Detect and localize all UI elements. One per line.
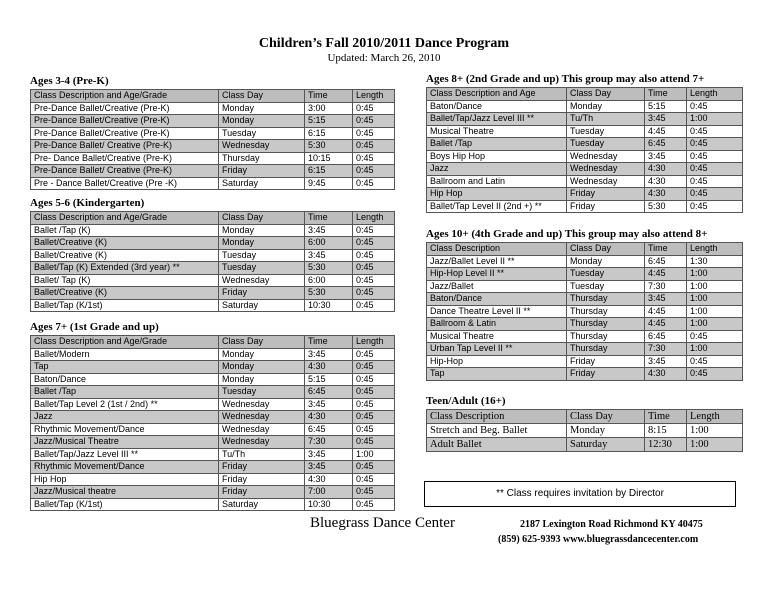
table-cell: Friday	[219, 486, 305, 499]
table-row	[427, 293, 743, 306]
table-cell: Thursday	[567, 330, 645, 343]
table-cell: 5:30	[305, 140, 353, 153]
table-cell: Thursday	[567, 318, 645, 331]
table-cell: Pre-Dance Ballet/ Creative (Pre-K)	[31, 140, 219, 153]
table-row	[31, 373, 395, 386]
table-cell: 3:45	[645, 113, 687, 126]
table-header-row	[31, 90, 395, 103]
table-row	[427, 355, 743, 368]
table-cell: Monday	[219, 102, 305, 115]
table-cell: Friday	[567, 200, 645, 213]
section-title: Teen/Adult (16+)	[426, 395, 506, 407]
table-cell: 4:45	[645, 268, 687, 281]
column-header: Class Day	[219, 212, 305, 225]
table-cell: Pre-Dance Ballet/Creative (Pre-K)	[31, 115, 219, 128]
table-cell: Hip-Hop	[427, 355, 567, 368]
column-header: Class Description and Age/Grade	[31, 90, 219, 103]
table-cell: 1:00	[353, 448, 395, 461]
table-row	[427, 113, 743, 126]
table-header-row	[427, 410, 743, 424]
table-cell: 4:45	[645, 305, 687, 318]
table-cell: Ballet/ Tap (K)	[31, 274, 219, 287]
table-cell: Pre- Dance Ballet/Creative (Pre-K)	[31, 152, 219, 165]
table-cell: Ballet /Tap (K)	[31, 224, 219, 237]
table-cell: 4:45	[645, 125, 687, 138]
table-cell: 3:45	[305, 461, 353, 474]
table-row	[427, 138, 743, 151]
table-cell: 0:45	[353, 274, 395, 287]
center-name: Bluegrass Dance Center	[310, 515, 455, 531]
table-cell: Friday	[219, 287, 305, 300]
table-cell: 1:00	[687, 268, 743, 281]
column-header: Class Day	[219, 90, 305, 103]
table-cell: 0:45	[353, 287, 395, 300]
table-cell: Saturday	[567, 438, 645, 452]
table-cell: Monday	[219, 361, 305, 374]
table-cell: 0:45	[687, 150, 743, 163]
column-header: Class Description and Age/Grade	[31, 336, 219, 349]
table-cell: 0:45	[353, 152, 395, 165]
table-row	[31, 140, 395, 153]
column-header: Class Description	[427, 243, 567, 256]
table-cell: 4:30	[305, 411, 353, 424]
table-cell: 6:15	[305, 127, 353, 140]
table-row	[31, 386, 395, 399]
column-header: Class Description and Age/Grade	[31, 212, 219, 225]
table-cell: 0:45	[687, 368, 743, 381]
column-header: Length	[353, 90, 395, 103]
table-cell: Tuesday	[567, 138, 645, 151]
table-row	[31, 299, 395, 312]
table-cell: Thursday	[567, 305, 645, 318]
table-cell: Boys Hip Hop	[427, 150, 567, 163]
table-row	[31, 224, 395, 237]
table-row	[31, 411, 395, 424]
table-cell: Musical Theatre	[427, 125, 567, 138]
table-row	[31, 461, 395, 474]
table-cell: Jazz/Musical theatre	[31, 486, 219, 499]
table-cell: Monday	[567, 255, 645, 268]
table-cell: 0:45	[687, 163, 743, 176]
table-cell: Jazz	[427, 163, 567, 176]
table-cell: Tuesday	[219, 249, 305, 262]
table-cell: 0:45	[353, 386, 395, 399]
table-cell: Ballet /Tap	[427, 138, 567, 151]
table-cell: Ballroom and Latin	[427, 175, 567, 188]
table-cell: 0:45	[353, 262, 395, 275]
table-cell: Pre-Dance Ballet/Creative (Pre-K)	[31, 127, 219, 140]
table-cell: Friday	[219, 473, 305, 486]
column-header: Time	[305, 90, 353, 103]
table-cell: 4:30	[645, 163, 687, 176]
table-cell: Jazz	[31, 411, 219, 424]
table-cell: 5:30	[305, 287, 353, 300]
table-cell: 5:15	[645, 100, 687, 113]
table-cell: Wednesday	[219, 140, 305, 153]
table-cell: 3:45	[645, 355, 687, 368]
table-cell: Ballet/Creative (K)	[31, 249, 219, 262]
table-row	[31, 177, 395, 190]
table-row	[427, 175, 743, 188]
table-cell: Jazz/Ballet	[427, 280, 567, 293]
table-cell: Dance Theatre Level II **	[427, 305, 567, 318]
table-cell: Ballroom & Latin	[427, 318, 567, 331]
table-cell: 6:45	[305, 423, 353, 436]
table-cell: 6:00	[305, 237, 353, 250]
table-cell: Wednesday	[219, 398, 305, 411]
table-row	[31, 498, 395, 511]
table-cell: 0:45	[687, 188, 743, 201]
table-cell: Tuesday	[219, 262, 305, 275]
column-header: Time	[645, 88, 687, 101]
table-cell: 7:00	[305, 486, 353, 499]
table-cell: Friday	[219, 165, 305, 178]
table-row	[31, 448, 395, 461]
schedule-table	[426, 87, 743, 213]
column-header: Length	[687, 88, 743, 101]
table-cell: Tuesday	[567, 125, 645, 138]
page-title: Children’s Fall 2010/2011 Dance Program	[258, 36, 510, 51]
table-cell: Stretch and Beg. Ballet	[427, 424, 567, 438]
table-row	[427, 268, 743, 281]
table-row	[427, 368, 743, 381]
table-row	[31, 423, 395, 436]
table-cell: Jazz/Musical Theatre	[31, 436, 219, 449]
table-cell: 0:45	[353, 102, 395, 115]
table-cell: Ballet/Tap Level II (2nd +) **	[427, 200, 567, 213]
table-cell: 8:15	[645, 424, 687, 438]
table-row	[31, 287, 395, 300]
column-header: Class Day	[567, 88, 645, 101]
table-row	[427, 100, 743, 113]
table-cell: 6:45	[645, 138, 687, 151]
section-ages-7	[30, 320, 395, 511]
table-cell: 0:45	[353, 461, 395, 474]
section-ages-8	[426, 72, 743, 213]
table-cell: Ballet/Modern	[31, 348, 219, 361]
column-header: Class Day	[567, 410, 645, 424]
table-cell: 0:45	[353, 115, 395, 128]
table-cell: 10:15	[305, 152, 353, 165]
table-row	[31, 152, 395, 165]
column-header: Class Day	[219, 336, 305, 349]
table-cell: 0:45	[353, 140, 395, 153]
table-row	[31, 274, 395, 287]
table-cell: Ballet/Tap (K) Extended (3rd year) **	[31, 262, 219, 275]
table-cell: 5:30	[305, 262, 353, 275]
table-cell: 0:45	[353, 398, 395, 411]
table-cell: 0:45	[353, 473, 395, 486]
table-cell: Pre-Dance Ballet/Creative (Pre-K)	[31, 102, 219, 115]
table-cell: 6:45	[645, 255, 687, 268]
table-cell: Tuesday	[219, 386, 305, 399]
table-cell: 4:30	[645, 368, 687, 381]
column-header: Length	[687, 243, 743, 256]
schedule-table	[30, 211, 395, 312]
table-row	[427, 200, 743, 213]
table-cell: 0:45	[353, 224, 395, 237]
table-row	[31, 348, 395, 361]
table-cell: Wednesday	[219, 411, 305, 424]
section-title: Ages 7+ (1st Grade and up)	[30, 321, 159, 333]
table-cell: Monday	[219, 348, 305, 361]
table-cell: 0:45	[353, 486, 395, 499]
schedule-table	[426, 409, 743, 452]
table-cell: Monday	[567, 424, 645, 438]
table-cell: Ballet/Tap (K/1st)	[31, 299, 219, 312]
column-header: Time	[645, 243, 687, 256]
table-cell: Wednesday	[219, 423, 305, 436]
table-cell: 1:00	[687, 318, 743, 331]
table-cell: 1:00	[687, 343, 743, 356]
section-title: Ages 10+ (4th Grade and up) This group may also attend 8+	[426, 228, 708, 240]
table-cell: Baton/Dance	[31, 373, 219, 386]
table-row	[31, 102, 395, 115]
table-cell: Monday	[567, 100, 645, 113]
table-cell: Saturday	[219, 299, 305, 312]
table-cell: 0:45	[687, 138, 743, 151]
column-header: Time	[305, 336, 353, 349]
table-row	[31, 115, 395, 128]
table-cell: 6:45	[305, 386, 353, 399]
table-cell: 0:45	[353, 361, 395, 374]
table-cell: 3:00	[305, 102, 353, 115]
table-cell: 0:45	[687, 200, 743, 213]
table-row	[427, 163, 743, 176]
section-title: Ages 3-4 (Pre-K)	[30, 75, 109, 87]
table-cell: Tuesday	[567, 280, 645, 293]
table-cell: Musical Theatre	[427, 330, 567, 343]
table-cell: Hip Hop	[31, 473, 219, 486]
table-row	[427, 305, 743, 318]
table-cell: Friday	[219, 461, 305, 474]
table-row	[427, 150, 743, 163]
table-cell: Ballet/Tap/Jazz Level III **	[427, 113, 567, 126]
table-cell: Ballet/Creative (K)	[31, 287, 219, 300]
table-cell: Ballet/Tap Level 2 (1st / 2nd) **	[31, 398, 219, 411]
section-kindergarten	[30, 196, 395, 312]
table-cell: 0:45	[353, 498, 395, 511]
table-cell: 0:45	[687, 125, 743, 138]
table-cell: 6:15	[305, 165, 353, 178]
table-cell: 1:00	[687, 438, 743, 452]
table-row	[427, 318, 743, 331]
column-header: Class Description and Age	[427, 88, 567, 101]
table-row	[427, 330, 743, 343]
table-row	[31, 436, 395, 449]
table-cell: 4:30	[305, 473, 353, 486]
table-cell: Thursday	[567, 343, 645, 356]
table-cell: Wednesday	[567, 150, 645, 163]
table-row	[427, 424, 743, 438]
section-pre-k	[30, 74, 395, 190]
column-header: Class Day	[567, 243, 645, 256]
table-row	[31, 127, 395, 140]
table-cell: Friday	[567, 368, 645, 381]
table-cell: 0:45	[687, 330, 743, 343]
table-cell: 1:30	[687, 255, 743, 268]
table-cell: 0:45	[353, 436, 395, 449]
center-phone-website: (859) 625-9393 www.bluegrassdancecenter.com	[498, 534, 699, 545]
table-cell: Ballet/Creative (K)	[31, 237, 219, 250]
table-cell: 6:00	[305, 274, 353, 287]
table-cell: 0:45	[353, 423, 395, 436]
table-cell: Baton/Dance	[427, 100, 567, 113]
table-row	[427, 280, 743, 293]
schedule-table	[426, 242, 743, 381]
schedule-table	[30, 335, 395, 511]
table-row	[427, 343, 743, 356]
table-cell: Monday	[219, 373, 305, 386]
column-header: Length	[353, 336, 395, 349]
center-address: 2187 Lexington Road Richmond KY 40475	[520, 519, 703, 530]
table-cell: 0:45	[353, 411, 395, 424]
table-cell: 0:45	[353, 299, 395, 312]
table-cell: Wednesday	[567, 163, 645, 176]
table-cell: Tap	[31, 361, 219, 374]
table-cell: Ballet /Tap	[31, 386, 219, 399]
table-cell: 0:45	[353, 127, 395, 140]
table-row	[31, 165, 395, 178]
table-cell: Tuesday	[567, 268, 645, 281]
table-cell: 10:30	[305, 498, 353, 511]
table-cell: 0:45	[353, 165, 395, 178]
table-cell: 0:45	[353, 348, 395, 361]
table-cell: Ballet/Tap/Jazz Level III **	[31, 448, 219, 461]
table-cell: Urban Tap Level II **	[427, 343, 567, 356]
column-header: Length	[687, 410, 743, 424]
table-cell: Tap	[427, 368, 567, 381]
table-cell: 1:00	[687, 293, 743, 306]
table-header-row	[427, 243, 743, 256]
table-cell: 0:45	[687, 355, 743, 368]
table-cell: Rhythmic Movement/Dance	[31, 423, 219, 436]
table-cell: Thursday	[219, 152, 305, 165]
table-cell: 3:45	[305, 348, 353, 361]
table-cell: Saturday	[219, 177, 305, 190]
table-row	[427, 125, 743, 138]
table-cell: 4:30	[305, 361, 353, 374]
table-row	[31, 262, 395, 275]
table-cell: 5:30	[645, 200, 687, 213]
table-cell: Monday	[219, 224, 305, 237]
table-row	[31, 249, 395, 262]
table-header-row	[31, 336, 395, 349]
updated-date: Updated: March 26, 2010	[327, 52, 441, 64]
table-cell: 4:30	[645, 175, 687, 188]
section-teen-adult	[426, 394, 743, 452]
table-row	[427, 255, 743, 268]
table-row	[427, 438, 743, 452]
table-cell: 3:45	[645, 293, 687, 306]
table-cell: Baton/Dance	[427, 293, 567, 306]
table-cell: Pre-Dance Ballet/ Creative (Pre-K)	[31, 165, 219, 178]
table-cell: Rhythmic Movement/Dance	[31, 461, 219, 474]
table-cell: Tu/Th	[219, 448, 305, 461]
table-cell: 3:45	[305, 398, 353, 411]
table-cell: 12:30	[645, 438, 687, 452]
table-cell: Monday	[219, 237, 305, 250]
table-cell: Ballet/Tap (K/1st)	[31, 498, 219, 511]
table-header-row	[31, 212, 395, 225]
table-cell: 1:00	[687, 424, 743, 438]
table-cell: 0:45	[353, 249, 395, 262]
column-header: Time	[305, 212, 353, 225]
table-cell: Wednesday	[219, 274, 305, 287]
table-cell: Monday	[219, 115, 305, 128]
table-row	[31, 361, 395, 374]
table-cell: 3:45	[305, 249, 353, 262]
column-header: Class Description	[427, 410, 567, 424]
table-cell: Thursday	[567, 293, 645, 306]
table-row	[31, 398, 395, 411]
section-ages-10	[426, 227, 743, 381]
table-cell: Hip-Hop Level II **	[427, 268, 567, 281]
invitation-note: ** Class requires invitation by Director	[424, 481, 736, 507]
table-cell: 10:30	[305, 299, 353, 312]
table-cell: Pre - Dance Ballet/Creative (Pre -K)	[31, 177, 219, 190]
table-cell: Tuesday	[219, 127, 305, 140]
table-cell: Friday	[567, 188, 645, 201]
table-row	[31, 237, 395, 250]
table-cell: 0:45	[687, 100, 743, 113]
table-cell: Hip Hop	[427, 188, 567, 201]
table-cell: Tu/Th	[567, 113, 645, 126]
column-header: Length	[353, 212, 395, 225]
table-cell: Friday	[567, 355, 645, 368]
table-cell: Wednesday	[567, 175, 645, 188]
table-cell: 3:45	[305, 224, 353, 237]
table-header-row	[427, 88, 743, 101]
table-cell: Adult Ballet	[427, 438, 567, 452]
table-cell: 3:45	[645, 150, 687, 163]
table-row	[31, 486, 395, 499]
schedule-table	[30, 89, 395, 190]
table-cell: 1:00	[687, 305, 743, 318]
table-cell: 0:45	[353, 373, 395, 386]
table-cell: 6:45	[645, 330, 687, 343]
table-cell: 5:15	[305, 373, 353, 386]
section-title: Ages 8+ (2nd Grade and up) This group may also attend 7+	[426, 73, 705, 85]
table-cell: 7:30	[305, 436, 353, 449]
table-cell: Jazz/Ballet Level II **	[427, 255, 567, 268]
table-cell: 4:45	[645, 318, 687, 331]
table-cell: 1:00	[687, 113, 743, 126]
section-title: Ages 5-6 (Kindergarten)	[30, 197, 145, 209]
table-cell: Wednesday	[219, 436, 305, 449]
table-cell: 9:45	[305, 177, 353, 190]
table-cell: Saturday	[219, 498, 305, 511]
table-cell: 0:45	[687, 175, 743, 188]
column-header: Time	[645, 410, 687, 424]
table-cell: 4:30	[645, 188, 687, 201]
table-row	[427, 188, 743, 201]
table-cell: 0:45	[353, 177, 395, 190]
table-row	[31, 473, 395, 486]
table-cell: 7:30	[645, 280, 687, 293]
table-cell: 5:15	[305, 115, 353, 128]
table-cell: 3:45	[305, 448, 353, 461]
table-cell: 1:00	[687, 280, 743, 293]
table-cell: 0:45	[353, 237, 395, 250]
table-cell: 7:30	[645, 343, 687, 356]
